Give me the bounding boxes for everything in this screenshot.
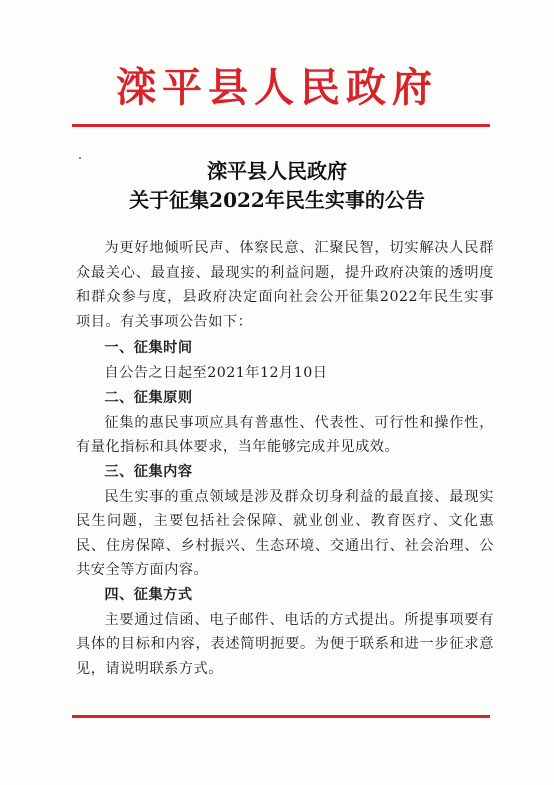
section-text-method: 主要通过信函、电子邮件、电话的方式提出。所提事项要有具体的目标和内容，表述简明扼要。为便于联系和进一步征求意见，请说明联系方式。 [76, 611, 494, 677]
section-heading-method: 四、征集方式 [104, 586, 193, 603]
letterhead-org-name: 滦平县人民政府 [116, 64, 438, 111]
section-text-time: 自公告之日起至2021年12月10日 [104, 365, 328, 381]
document-title-issuer: 滦平县人民政府 [207, 159, 347, 183]
section-text-principle: 征集的惠民事项应具有普惠性、代表性、可行性和操作性，有量化指标和具体要求，当年能够完成并见成效。 [76, 414, 494, 455]
section-text-content: 民生实事的重点领域是涉及群众切身利益的最直接、最现实民生问题，主要包括社会保障、就业创业、教育医疗、文化惠民、住房保障、乡村振兴、生态环境、交通出行、社会治理、公共安全等方面内容。 [76, 488, 494, 578]
intro-paragraph: 为更好地倾听民声、体察民意、汇聚民智，切实解决人民群众最关心、最直接、最现实的利益问题，提升政府决策的透明度和群众参与度，县政府决定面向社会公开征集2022年民生实事项目。有关事项公告如下： [76, 240, 494, 330]
document-body [76, 236, 494, 681]
letterhead-divider [72, 124, 490, 127]
section-heading-content: 三、征集内容 [104, 463, 193, 480]
section-heading-time: 一、征集时间 [104, 340, 193, 356]
document-title-subject: 关于征集2022年民生实事的公告 [129, 188, 425, 212]
footer-divider [72, 715, 490, 718]
section-heading-principle: 二、征集原则 [104, 389, 193, 406]
